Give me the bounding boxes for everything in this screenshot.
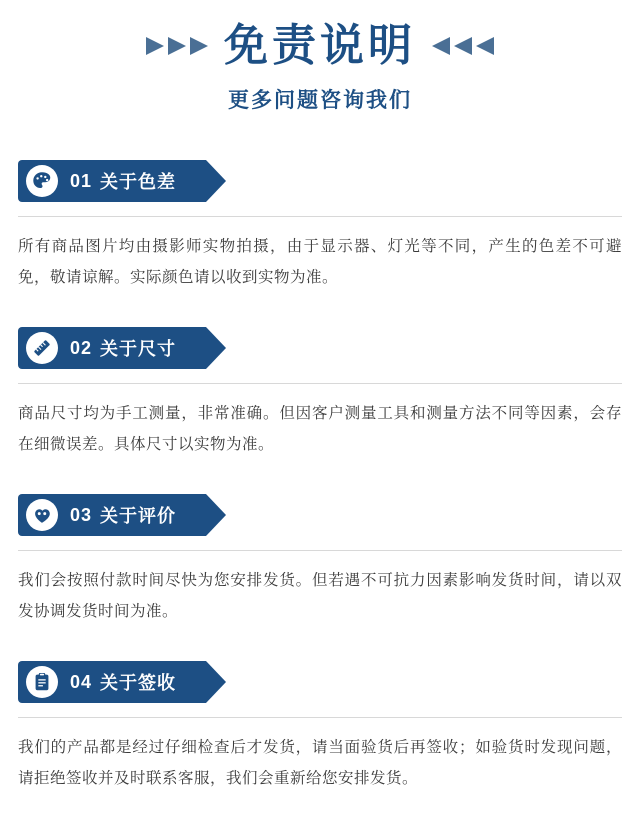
section-text: 商品尺寸均为手工测量，非常准确。但因客户测量工具和测量方法不同等因素，会存在细微误差。具体尺寸以实物为准。: [18, 405, 622, 454]
page-subtitle: 更多问题咨询我们: [228, 89, 412, 113]
section-receipt: [18, 661, 622, 794]
triangle-right-arrows-icon: [146, 33, 210, 59]
section-label: 关于色差: [100, 172, 177, 193]
section-text: 我们的产品都是经过仔细检查后才发货，请当面验货后再签收；如验货时发现问题，请拒绝签收并及时联系客服，我们会重新给您安排发货。: [18, 739, 622, 788]
section-number: 01: [70, 170, 93, 191]
ruler-icon: [26, 332, 58, 364]
section-banner: [18, 160, 206, 202]
heart-icon: [26, 499, 58, 531]
section-divider: [18, 717, 622, 718]
section-banner: [18, 327, 206, 369]
section-divider: [18, 216, 622, 217]
sections-list: [0, 160, 640, 794]
triangle-left-arrows-icon: [430, 33, 494, 59]
section-divider: [18, 550, 622, 551]
section-size: [18, 327, 622, 460]
section-label: 关于评价: [100, 506, 177, 527]
section-number: 04: [70, 671, 93, 692]
section-color-difference: [18, 160, 622, 293]
clipboard-icon: [26, 666, 58, 698]
section-banner: [18, 661, 206, 703]
palette-icon: [26, 165, 58, 197]
section-divider: [18, 383, 622, 384]
title-row: [0, 22, 640, 70]
section-number: 02: [70, 337, 93, 358]
section-text: 我们会按照付款时间尽快为您安排发货。但若遇不可抗力因素影响发货时间，请以双发协调发货时间为准。: [18, 572, 622, 621]
section-number: 03: [70, 504, 93, 525]
section-review: [18, 494, 622, 627]
section-banner: [18, 494, 206, 536]
section-label: 关于尺寸: [100, 339, 177, 360]
section-text: 所有商品图片均由摄影师实物拍摄，由于显示器、灯光等不同，产生的色差不可避免，敬请谅解。实际颜色请以收到实物为准。: [18, 238, 622, 287]
page-title: 免责说明: [224, 21, 416, 70]
page-header: [0, 0, 640, 114]
section-label: 关于签收: [100, 673, 177, 694]
